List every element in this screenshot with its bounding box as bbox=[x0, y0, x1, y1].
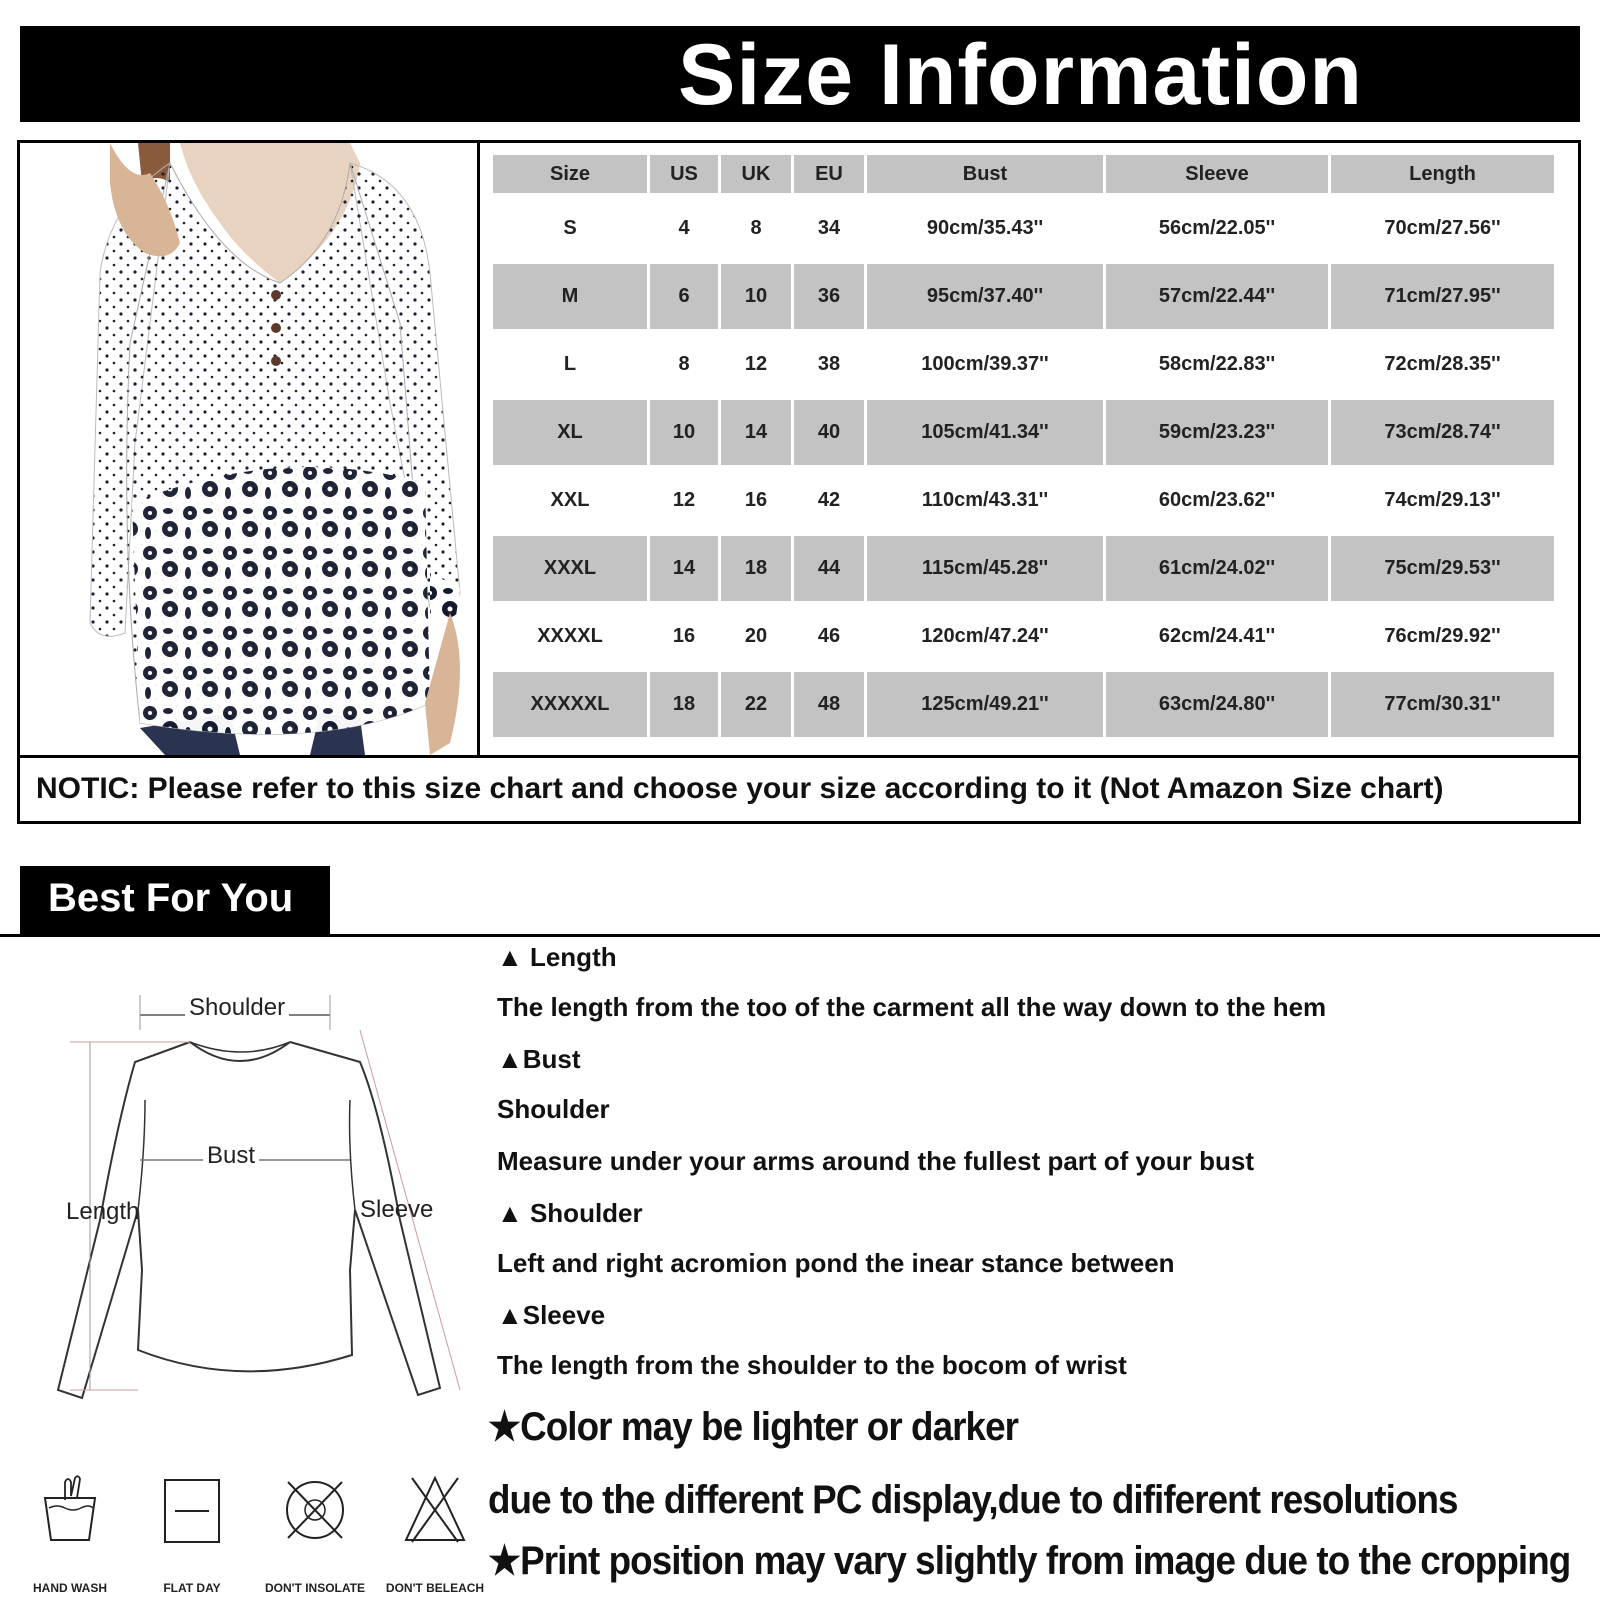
table-cell: M bbox=[493, 264, 647, 329]
table-row bbox=[493, 604, 1554, 669]
display-note: due to the different PC display,due to dififerent resolutions bbox=[488, 1478, 1458, 1522]
flat-dry-icon bbox=[157, 1470, 227, 1550]
size-table bbox=[490, 152, 1557, 740]
column-header: Length bbox=[1331, 155, 1554, 193]
table-cell: 20 bbox=[744, 625, 768, 647]
care-label: FLAT DAY bbox=[163, 1581, 221, 1595]
table-cell: 14 bbox=[721, 400, 791, 465]
hand-wash-icon bbox=[35, 1470, 105, 1550]
table-cell: 10 bbox=[650, 400, 718, 465]
diagram-label-bust: Bust bbox=[203, 1142, 259, 1170]
column-header: Bust bbox=[867, 155, 1103, 193]
table-cell: XL bbox=[493, 400, 647, 465]
column-header: Size bbox=[493, 155, 647, 193]
table-row bbox=[493, 536, 1554, 601]
table-row bbox=[493, 672, 1554, 737]
table-cell: 12 bbox=[672, 489, 696, 511]
section-title: Best For You bbox=[48, 876, 294, 920]
table-cell: 77cm/30.31'' bbox=[1331, 672, 1554, 737]
table-cell: 44 bbox=[794, 536, 864, 601]
table-cell: 34 bbox=[817, 217, 841, 239]
section-tab bbox=[20, 866, 330, 936]
table-cell: XXXXXL bbox=[493, 672, 647, 737]
definition-text-bust: Measure under your arms around the fullest part of your bust bbox=[497, 1146, 1255, 1176]
table-cell: 18 bbox=[650, 672, 718, 737]
table-cell: 74cm/29.13'' bbox=[1384, 489, 1501, 511]
table-cell: 71cm/27.95'' bbox=[1331, 264, 1554, 329]
table-cell: 90cm/35.43'' bbox=[926, 217, 1044, 239]
table-cell: 59cm/23.23'' bbox=[1106, 400, 1328, 465]
table-cell: 76cm/29.92'' bbox=[1384, 625, 1501, 647]
table-cell: 12 bbox=[744, 353, 768, 375]
notice-text: NOTIC: Please refer to this size chart and choose your size according to it (Not Amazon Size chart) bbox=[36, 772, 1444, 805]
care-item bbox=[132, 1470, 252, 1595]
table-cell: 8 bbox=[750, 217, 762, 239]
table-cell: 70cm/27.56'' bbox=[1384, 217, 1501, 239]
definition-heading-sleeve: ▲Sleeve bbox=[497, 1300, 606, 1330]
table-cell: 38 bbox=[817, 353, 841, 375]
table-cell: XXL bbox=[550, 489, 590, 511]
table-cell: 62cm/24.41'' bbox=[1158, 625, 1276, 647]
diagram-label-length: Length bbox=[66, 1198, 140, 1225]
table-row bbox=[493, 332, 1554, 397]
table-cell: 60cm/23.62'' bbox=[1158, 489, 1276, 511]
product-photo bbox=[20, 143, 480, 755]
table-cell: 16 bbox=[744, 489, 768, 511]
table-cell: 100cm/39.37'' bbox=[921, 353, 1049, 375]
table-cell: 46 bbox=[817, 625, 841, 647]
table-cell: 10 bbox=[721, 264, 791, 329]
table-cell: 105cm/41.34'' bbox=[867, 400, 1103, 465]
page-title: Size Information bbox=[678, 27, 1363, 123]
diagram-label-sleeve: Sleeve bbox=[360, 1196, 434, 1223]
table-cell: 58cm/22.83'' bbox=[1158, 353, 1276, 375]
section-divider bbox=[0, 934, 1600, 937]
table-cell: 95cm/37.40'' bbox=[867, 264, 1103, 329]
table-cell: XXXXL bbox=[537, 625, 603, 647]
table-cell: 72cm/28.35'' bbox=[1384, 353, 1501, 375]
column-header: EU bbox=[794, 155, 864, 193]
dont-bleach-icon bbox=[400, 1470, 470, 1550]
table-cell: 63cm/24.80'' bbox=[1106, 672, 1328, 737]
color-note: ★Color may be lighter or darker bbox=[488, 1405, 1019, 1449]
table-cell: 42 bbox=[817, 489, 841, 511]
definition-subheading-bust: Shoulder bbox=[497, 1094, 610, 1124]
definition-heading-length: ▲ Length bbox=[497, 942, 617, 972]
table-cell: S bbox=[563, 217, 577, 239]
table-cell: 16 bbox=[672, 625, 696, 647]
table-cell: 22 bbox=[721, 672, 791, 737]
column-header: US bbox=[650, 155, 718, 193]
definition-text-length: The length from the too of the carment all the way down to the hem bbox=[497, 992, 1327, 1022]
table-cell: 14 bbox=[650, 536, 718, 601]
table-cell: 115cm/45.28'' bbox=[867, 536, 1103, 601]
notice-row bbox=[20, 755, 1578, 821]
definition-heading-bust: ▲Bust bbox=[497, 1044, 581, 1074]
table-cell: 8 bbox=[678, 353, 690, 375]
print-position-note: ★Print position may vary slightly from image due to the cropping bbox=[488, 1539, 1571, 1583]
care-icons bbox=[10, 1470, 485, 1595]
care-label: HAND WASH bbox=[33, 1581, 107, 1595]
table-cell: XXXL bbox=[493, 536, 647, 601]
table-row bbox=[493, 264, 1554, 329]
table-cell: 6 bbox=[650, 264, 718, 329]
table-cell: 4 bbox=[678, 217, 690, 239]
care-item bbox=[375, 1470, 495, 1595]
care-item bbox=[255, 1470, 375, 1595]
table-cell: 61cm/24.02'' bbox=[1106, 536, 1328, 601]
table-cell: 75cm/29.53'' bbox=[1331, 536, 1554, 601]
table-cell: 48 bbox=[794, 672, 864, 737]
definition-heading-shoulder: ▲ Shoulder bbox=[497, 1198, 643, 1228]
definition-text-shoulder: Left and right acromion pond the inear stance between bbox=[497, 1248, 1175, 1278]
table-row bbox=[493, 196, 1554, 261]
table-cell: 56cm/22.05'' bbox=[1158, 217, 1276, 239]
table-cell: 57cm/22.44'' bbox=[1106, 264, 1328, 329]
table-cell: 18 bbox=[721, 536, 791, 601]
blouse-model-image bbox=[20, 143, 477, 755]
table-cell: 110cm/43.31'' bbox=[921, 489, 1049, 511]
measurement-diagram bbox=[20, 970, 480, 1430]
table-cell: 73cm/28.74'' bbox=[1331, 400, 1554, 465]
table-cell: 125cm/49.21'' bbox=[867, 672, 1103, 737]
table-cell: L bbox=[563, 353, 577, 375]
size-chart-box bbox=[17, 140, 1581, 824]
care-label: DON'T BELEACH bbox=[385, 1581, 485, 1595]
table-cell: 40 bbox=[794, 400, 864, 465]
care-label: DON'T INSOLATE bbox=[265, 1581, 365, 1595]
column-header: UK bbox=[721, 155, 791, 193]
column-header: Sleeve bbox=[1106, 155, 1328, 193]
table-row bbox=[493, 468, 1554, 533]
dont-insolate-icon bbox=[280, 1470, 350, 1550]
table-cell: 36 bbox=[794, 264, 864, 329]
definition-text-sleeve: The length from the shoulder to the bocom of wrist bbox=[497, 1350, 1127, 1380]
table-cell: 120cm/47.24'' bbox=[921, 625, 1049, 647]
care-item bbox=[10, 1470, 130, 1595]
table-header-row bbox=[493, 155, 1554, 193]
table-row bbox=[493, 400, 1554, 465]
diagram-label-shoulder: Shoulder bbox=[185, 994, 289, 1022]
